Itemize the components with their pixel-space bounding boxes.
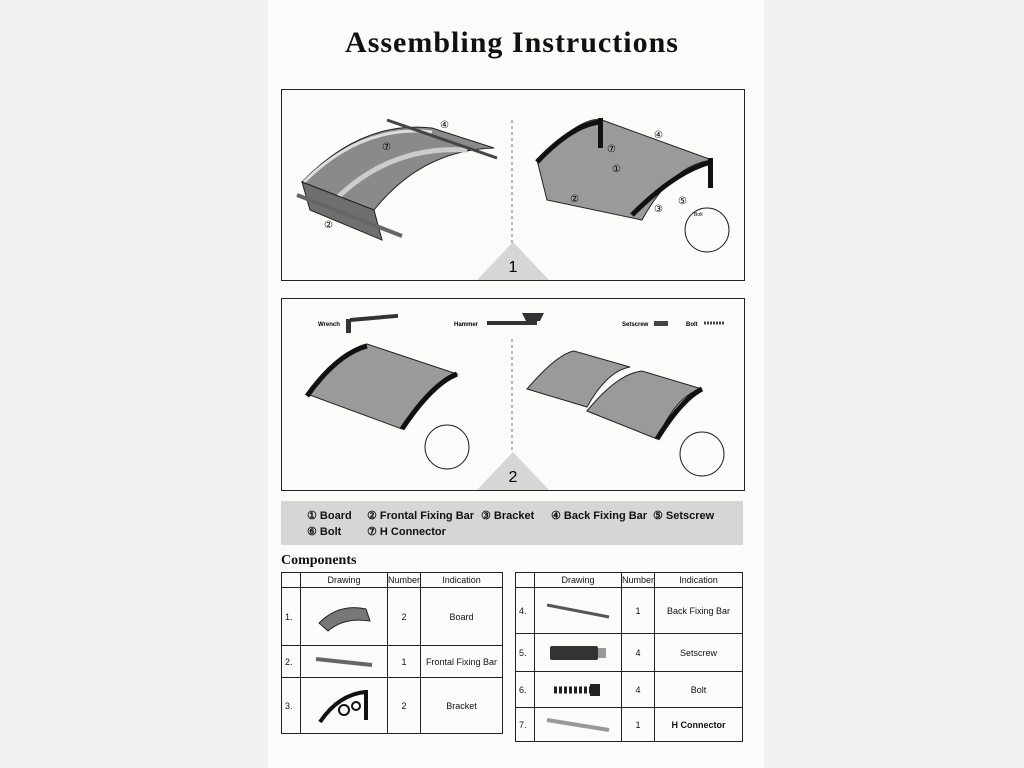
legend-h-connector: ⑦ H Connector — [367, 526, 446, 538]
marker-1: ① — [612, 164, 621, 175]
marker-4b: ④ — [654, 130, 663, 141]
hammer-label: Hammer — [454, 322, 479, 328]
table-row: 2. 1 Frontal Fixing Bar — [282, 646, 503, 678]
hammer-icon — [487, 313, 544, 325]
step-2-panel — [281, 298, 745, 491]
marker-5: ⑤ — [678, 196, 687, 207]
step-2-number: 2 — [508, 469, 518, 486]
step-1-panel — [281, 89, 745, 281]
h-connector-icon — [535, 708, 622, 742]
header-indication: Indication — [421, 573, 503, 588]
parts-legend — [281, 501, 743, 545]
detail-circle — [685, 208, 729, 252]
table-row: 6. 4 Bolt — [516, 672, 743, 708]
detail-circle-left — [425, 425, 469, 469]
setscrew-label: Setscrew — [622, 322, 649, 328]
marker-4: ④ — [440, 120, 449, 131]
legend-back-fixing-bar: ④ Back Fixing Bar — [551, 510, 648, 522]
table-row: 4. 1 Back Fixing Bar — [516, 588, 743, 634]
bolt-icon — [535, 672, 622, 708]
marker-7b: ⑦ — [607, 144, 616, 155]
legend-frontal-fixing-bar: ② Frontal Fixing Bar — [367, 510, 475, 522]
setscrew-icon — [535, 634, 622, 672]
table-row: 7. 1 H Connector — [516, 708, 743, 742]
setscrew-icon — [654, 321, 668, 326]
header-indication-right: Indication — [655, 573, 743, 588]
table-row: 1. 2 Board — [282, 588, 503, 646]
table-header — [516, 573, 743, 588]
board-icon — [301, 588, 388, 646]
components-table-right — [515, 572, 743, 742]
marker-2: ② — [324, 220, 333, 231]
marker-2b: ② — [570, 194, 579, 205]
table-row: 3. 2 Bracket — [282, 678, 503, 734]
header-number-right: Number — [622, 573, 655, 588]
bracket-icon — [301, 678, 388, 734]
marker-7: ⑦ — [382, 142, 391, 153]
step-1-illustration — [282, 90, 744, 280]
frontal-bar-icon — [301, 646, 388, 678]
detail-circle-right — [680, 432, 724, 476]
table-header — [282, 573, 503, 588]
header-drawing: Drawing — [301, 573, 388, 588]
components-table-left — [281, 572, 503, 734]
detail-bolt-label: Bolt — [694, 212, 703, 218]
legend-board: ① Board — [307, 510, 352, 522]
step-1-number: 1 — [508, 259, 518, 276]
marker-3: ③ — [654, 204, 663, 215]
step-2-illustration — [282, 299, 744, 490]
wrench-icon — [346, 314, 398, 333]
legend-setscrew: ⑤ Setscrew — [653, 510, 715, 522]
header-drawing-right: Drawing — [535, 573, 622, 588]
joined-canopy-drawing — [527, 351, 702, 439]
back-bar-icon — [535, 588, 622, 634]
single-canopy-drawing — [307, 344, 457, 429]
legend-bracket: ③ Bracket — [481, 510, 535, 522]
header-number: Number — [388, 573, 421, 588]
page-title: Assembling Instructions — [345, 26, 679, 59]
bolt-label: Bolt — [686, 322, 698, 328]
components-heading: Components — [281, 553, 357, 568]
wrench-label: Wrench — [318, 322, 340, 328]
table-row: 5. 4 Setscrew — [516, 634, 743, 672]
legend-bolt: ⑥ Bolt — [307, 526, 342, 538]
